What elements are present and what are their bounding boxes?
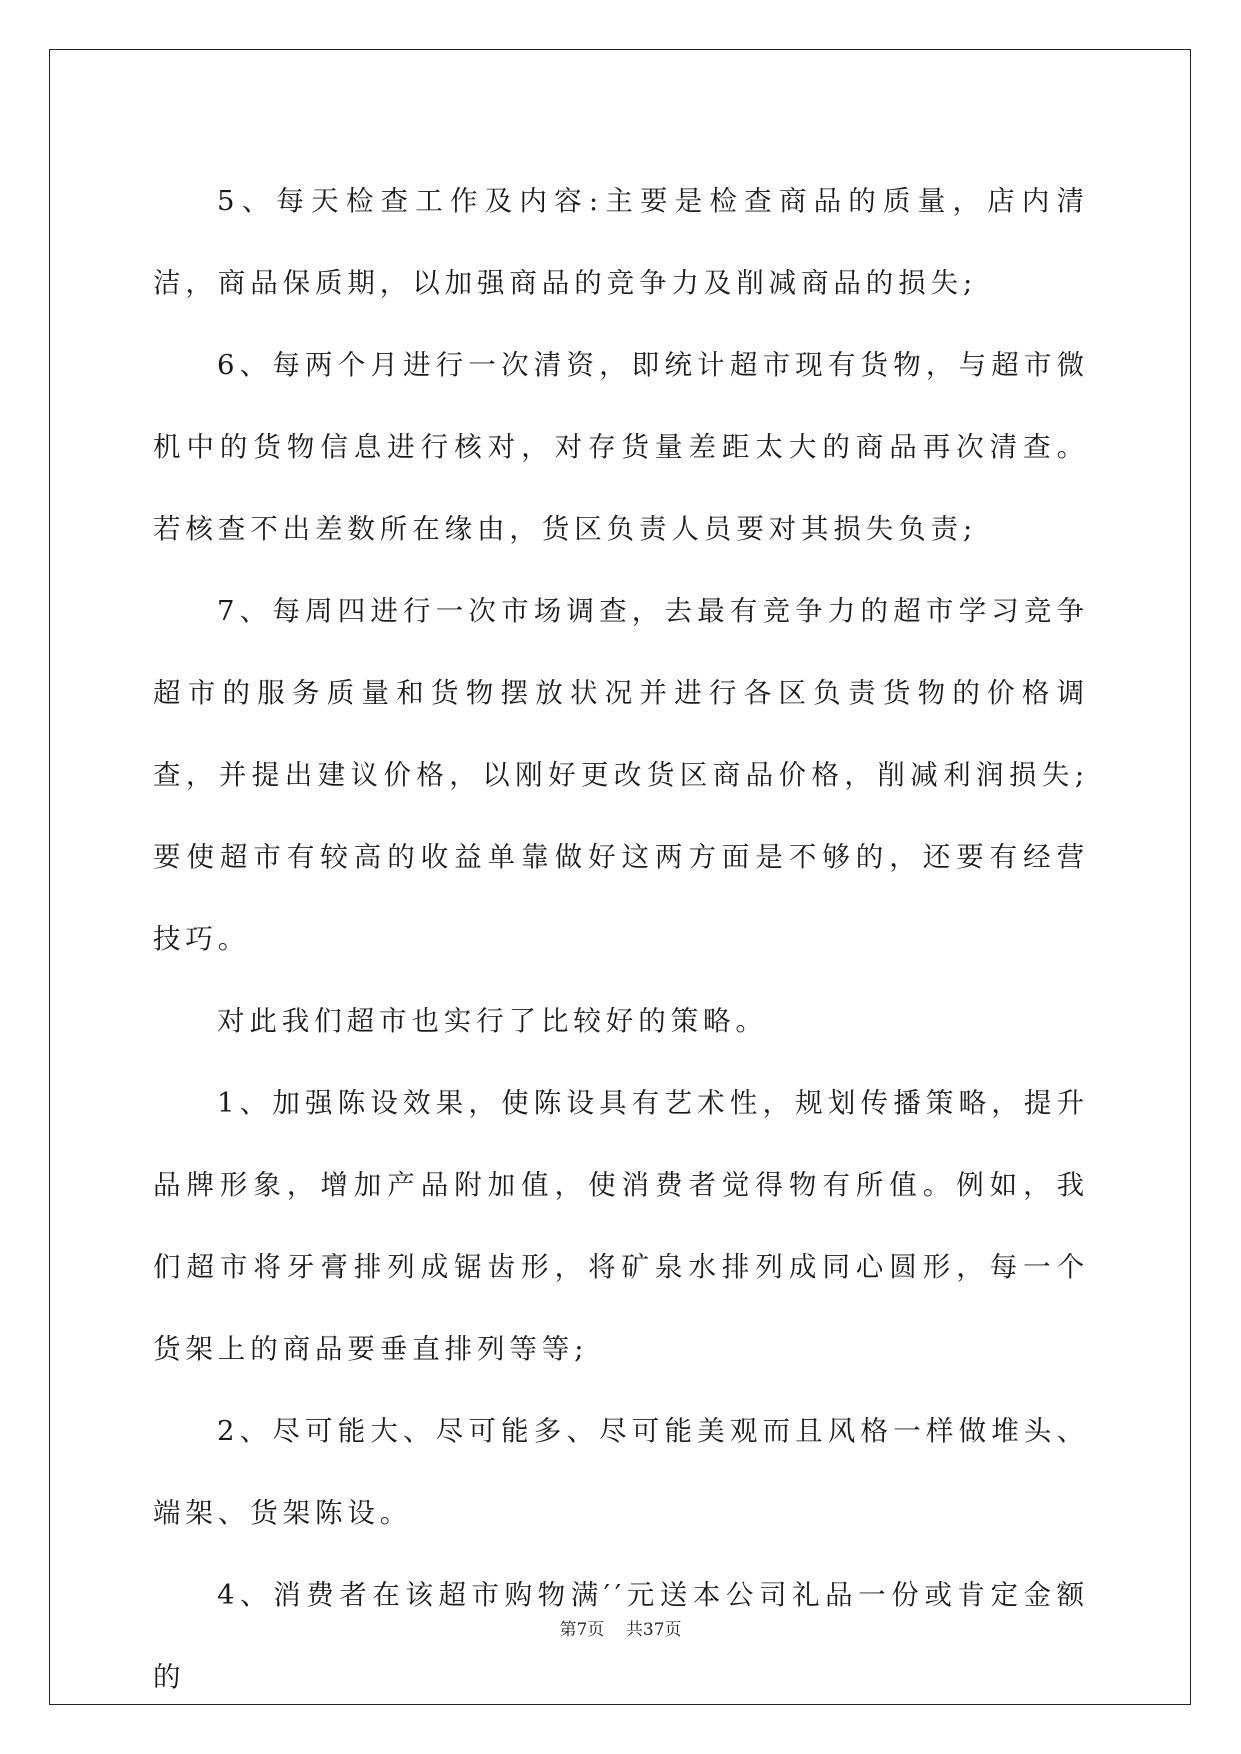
page-footer	[0, 1615, 1241, 1640]
page-number: 第7页	[559, 1620, 605, 1640]
paragraph-item-5: 5、每天检查工作及内容:主要是检查商品的质量，店内清洁，商品保质期，以加强商品的竞争力及削减商品的损失;	[153, 185, 1089, 299]
page-total: 共37页	[625, 1620, 682, 1640]
paragraph-item-7: 7、每周四进行一次市场调查，去最有竞争力的超市学习竞争超市的服务质量和货物摆放状况并进行各区负责货物的价格调查，并提出建议价格，以刚好更改货区商品价格，削减利润损失;要使超市有较高的收益单靠做好这两方面是不够的，还要有经营技巧。	[153, 595, 1089, 955]
paragraph-strategy-4: 4、消费者在该超市购物满′′元送本公司礼品一份或肯定金额的	[153, 1579, 1089, 1693]
document-body	[153, 160, 1089, 1718]
paragraph-strategy-1: 1、加强陈设效果，使陈设具有艺术性，规划传播策略，提升品牌形象，增加产品附加值，使消费者觉得物有所值。例如，我们超市将牙膏排列成锯齿形，将矿泉水排列成同心圆形，每一个货架上的商品要垂直排列等等;	[153, 1087, 1089, 1365]
paragraph-item-6: 6、每两个月进行一次清资，即统计超市现有货物，与超市微机中的货物信息进行核对，对存货量差距太大的商品再次清查。若核查不出差数所在缘由，货区负责人员要对其损失负责;	[153, 349, 1089, 545]
paragraph-strategy-intro: 对此我们超市也实行了比较好的策略。	[217, 1005, 768, 1037]
paragraph-strategy-2: 2、尽可能大、尽可能多、尽可能美观而且风格一样做堆头、端架、货架陈设。	[153, 1415, 1089, 1529]
